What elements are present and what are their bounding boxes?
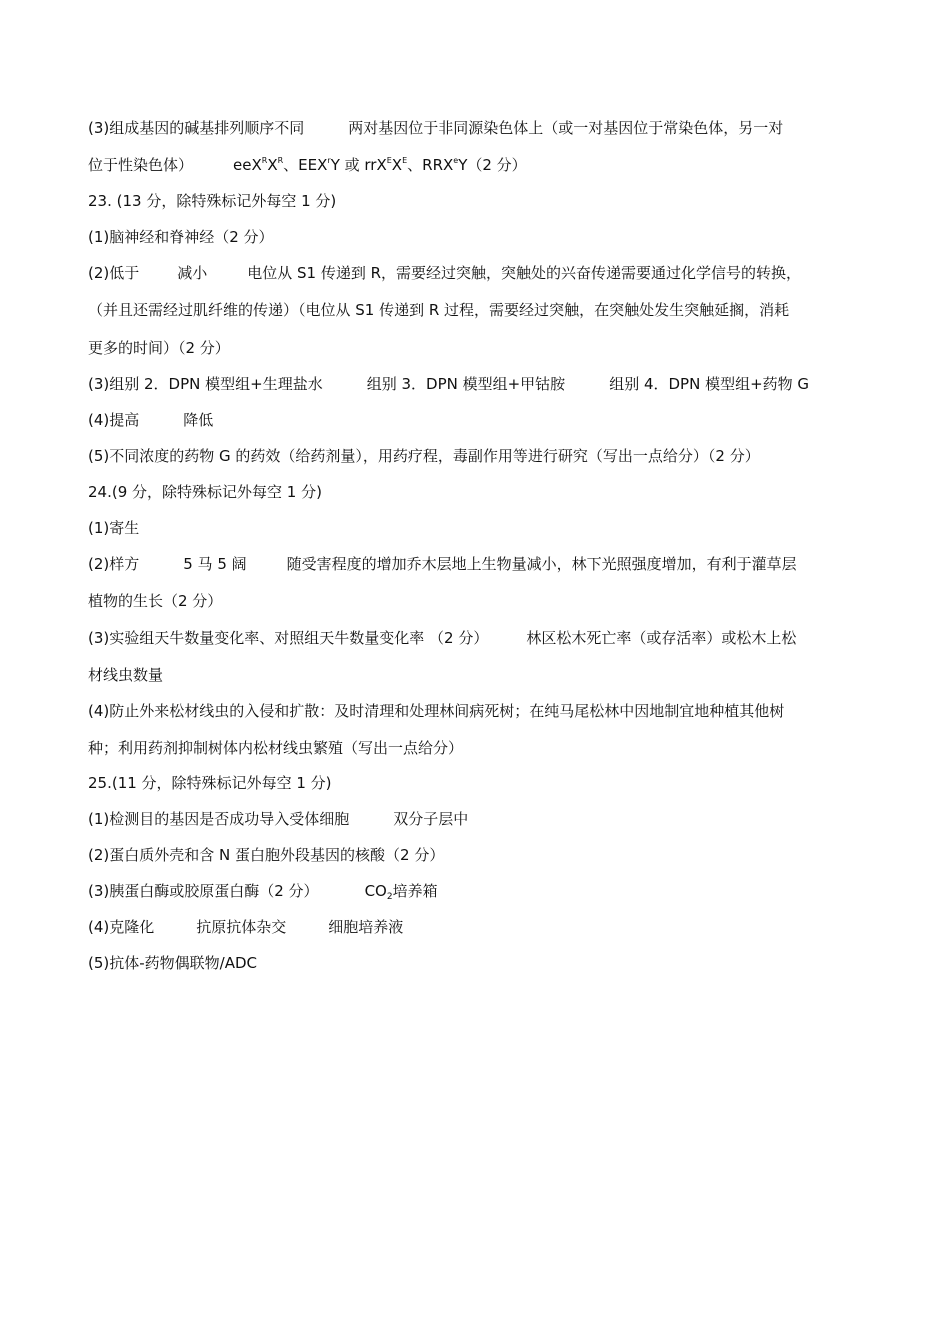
answer-text: (3)组别 2．DPN 模型组+生理盐水 (88, 375, 323, 393)
answer-line (88, 809, 890, 829)
genotype-text (233, 156, 527, 174)
answer-line (88, 410, 890, 430)
answer-text: 林区松木死亡率（或存活率）或松木上松 (526, 629, 797, 647)
genotype-part: X (267, 156, 278, 174)
answer-line: (5)不同浓度的药物 G 的药效（给药剂量），用药疗程，毒副作用等进行研究（写出一点给分）（2 分） (88, 447, 760, 465)
answer-text: 组别 3．DPN 模型组+甲钴胺 (366, 375, 566, 393)
answer-line (88, 374, 890, 394)
answer-text: (1)检测目的基因是否成功导入受体细胞 (88, 810, 350, 828)
genotype-part: eeX (233, 156, 262, 174)
answer-text: (2)低于 (88, 264, 140, 282)
answer-line (88, 628, 890, 648)
answer-line (88, 881, 890, 901)
superscript: R (277, 156, 284, 165)
answer-line: (4)防止外来松材线虫的入侵和扩散：及时清理和处理林间病死树；在纯马尾松林中因地制宜地种植其他树 (88, 702, 785, 720)
superscript: E (386, 156, 392, 165)
answer-line: 更多的时间）（2 分） (88, 339, 230, 357)
answer-line-genotypes (88, 155, 890, 175)
answer-text: (2)样方 (88, 555, 140, 573)
answer-line: 植物的生长（2 分） (88, 592, 223, 610)
answer-line: （并且还需经过肌纤维的传递）（电位从 S1 传递到 R 过程，需要经过突触，在突触处发生突触延搁，消耗 (88, 301, 790, 319)
section-heading-24: 24.(9 分，除特殊标记外每空 1 分) (88, 483, 322, 501)
chemical-formula (365, 882, 393, 900)
answer-text: 组别 4．DPN 模型组+药物 G (609, 375, 810, 393)
superscript: r (327, 156, 331, 165)
answer-line: (1)寄生 (88, 519, 140, 537)
answer-text: 5 马 5 阔 (183, 555, 247, 573)
superscript: E (402, 156, 408, 165)
answer-line-22-3 (88, 118, 890, 138)
answer-text: 随受害程度的增加乔木层地上生物量减小，林下光照强度增加，有利于灌草层 (286, 555, 797, 573)
superscript: R (261, 156, 268, 165)
genotype-part: Y 或 rrX (330, 156, 387, 174)
answer-text: 细胞培养液 (328, 918, 404, 936)
answer-line (88, 554, 890, 574)
answer-text: 减小 (177, 264, 208, 282)
answer-line: (2)蛋白质外壳和含 N 蛋白胞外段基因的核酸（2 分） (88, 846, 445, 864)
answer-line (88, 263, 890, 283)
answer-text: 两对基因位于非同源染色体上（或一对基因位于常染色体，另一对 (348, 119, 784, 137)
answer-text: (3)组成基因的碱基排列顺序不同 (88, 119, 305, 137)
answer-line: (5)抗体-药物偶联物/ADC (88, 954, 257, 972)
answer-text: (4)提高 (88, 411, 140, 429)
section-heading-23: 23. (13 分，除特殊标记外每空 1 分) (88, 192, 337, 210)
answer-text: 降低 (183, 411, 214, 429)
formula-part: CO (364, 882, 387, 900)
answer-text: (3)胰蛋白酶或胶原蛋白酶（2 分） (88, 882, 319, 900)
genotype-part: 、RRX (407, 156, 454, 174)
answer-text: 抗原抗体杂交 (196, 918, 287, 936)
answer-line: (1)脑神经和脊神经（2 分） (88, 228, 274, 246)
answer-text: 位于性染色体） (88, 156, 194, 174)
genotype-part: 、EEX (283, 156, 328, 174)
answer-text: 电位从 S1 传递到 R，需要经过突触，突触处的兴奋传递需要通过化学信号的转换， (247, 264, 802, 282)
genotype-part: Y（2 分） (458, 156, 527, 174)
section-heading-25: 25.(11 分，除特殊标记外每空 1 分) (88, 774, 332, 792)
answer-line: 种；利用药剂抑制树体内松材线虫繁殖（写出一点给分） (88, 739, 464, 757)
answer-text: (3)实验组天牛数量变化率、对照组天牛数量变化率 （2 分） (88, 629, 489, 647)
genotype-part: X (391, 156, 403, 174)
answer-line: 材线虫数量 (88, 666, 164, 684)
answer-text: 培养箱 (392, 882, 438, 900)
answer-text: 双分子层中 (393, 810, 469, 828)
answer-text: (4)克隆化 (88, 918, 155, 936)
superscript: e (453, 156, 459, 165)
answer-line (88, 917, 890, 937)
subscript: 2 (386, 892, 393, 902)
